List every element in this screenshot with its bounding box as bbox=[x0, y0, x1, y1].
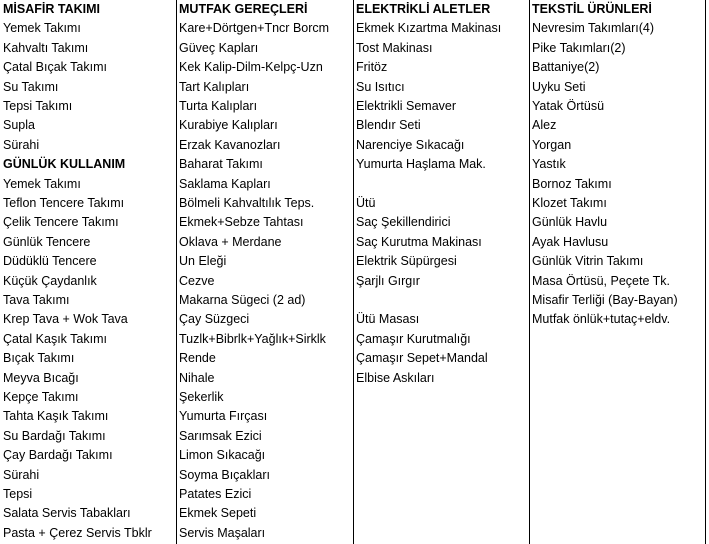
list-item: Kare+Dörtgen+Tncr Borcm bbox=[179, 21, 330, 36]
list-item: Un Eleği bbox=[179, 254, 227, 269]
list-item: Blendır Seti bbox=[356, 118, 421, 133]
list-item: Patates Ezici bbox=[179, 487, 252, 501]
list-item: Yorgan bbox=[532, 137, 572, 152]
list-item: Yemek Takımı bbox=[3, 21, 81, 36]
list-item: Meyva Bıcağı bbox=[3, 370, 79, 385]
list-item: Çelik Tencere Takımı bbox=[3, 215, 119, 230]
list-item: Baharat Takımı bbox=[179, 157, 263, 172]
list-item: Sarımsak Ezici bbox=[179, 428, 262, 443]
list-item: Alez bbox=[532, 118, 557, 133]
list-item: Bıçak Takımı bbox=[3, 351, 75, 366]
list-item: Su Isıtıcı bbox=[356, 79, 405, 94]
list-item: Saç Kurutma Makinası bbox=[356, 234, 482, 249]
list-item: Günlük Havlu bbox=[532, 215, 608, 230]
list-item: Çamaşır Kurutmalığı bbox=[356, 331, 471, 346]
list-item: Krep Tava + Wok Tava bbox=[3, 312, 128, 327]
list-item: Yemek Takımı bbox=[3, 176, 81, 191]
list-item: Ekmek Sepeti bbox=[179, 506, 257, 521]
column-elektrikli bbox=[353, 0, 529, 544]
list-item: Narenciye Sıkacağı bbox=[356, 137, 465, 152]
list-item: Şarjlı Gırgır bbox=[356, 273, 420, 288]
list-item: Bornoz Takımı bbox=[532, 176, 612, 191]
list-item: Çatal Kaşık Takımı bbox=[3, 331, 107, 346]
list-item: Elektrik Süpürgesi bbox=[356, 254, 457, 269]
list-item: Cezve bbox=[179, 273, 215, 288]
list-item: Pasta + Çerez Servis Tbklr bbox=[3, 525, 152, 540]
list-item: Çay Süzgeci bbox=[179, 312, 250, 327]
list-item: Bölmeli Kahvaltılık Teps. bbox=[179, 196, 315, 210]
column-header: TEKSTİL ÜRÜNLERİ bbox=[532, 2, 652, 16]
list-item: Limon Sıkacağı bbox=[179, 448, 266, 463]
list-item: Rende bbox=[179, 351, 216, 366]
list-item: Saç Şekillendirici bbox=[356, 215, 451, 230]
list-item: Çamaşır Sepet+Mandal bbox=[356, 351, 488, 366]
list-item: Soyma Bıçakları bbox=[179, 467, 271, 482]
list-item: Ekmek+Sebze Tahtası bbox=[179, 215, 304, 230]
list-item: Yastık bbox=[532, 157, 566, 172]
list-item: Nihale bbox=[179, 370, 215, 385]
list-item: Tart Kalıpları bbox=[179, 79, 250, 94]
list-item: Kepçe Takımı bbox=[3, 390, 79, 404]
list-item: Pike Takımları(2) bbox=[532, 40, 626, 55]
list-item: Yumurta Fırçası bbox=[179, 409, 268, 424]
list-item: Makarna Sügeci (2 ad) bbox=[179, 293, 306, 307]
column-divider bbox=[529, 0, 530, 544]
list-item: Ayak Havlusu bbox=[532, 234, 609, 249]
column-divider bbox=[176, 0, 177, 544]
column-divider bbox=[705, 0, 706, 544]
list-item: Saklama Kapları bbox=[179, 176, 271, 191]
list-item: Servis Maşaları bbox=[179, 525, 266, 540]
list-item: Salata Servis Tabakları bbox=[3, 506, 131, 521]
column-header: GÜNLÜK KULLANIM bbox=[3, 157, 126, 172]
column-misafir bbox=[0, 0, 176, 544]
list-item: Kahvaltı Takımı bbox=[3, 40, 89, 55]
list-item: Mutfak önlük+tutaç+eldv. bbox=[532, 312, 671, 327]
list-item: Misafir Terliği (Bay-Bayan) bbox=[532, 293, 678, 307]
list-item: Günlük Tencere bbox=[3, 234, 91, 249]
list-item: Yumurta Haşlama Mak. bbox=[356, 157, 486, 172]
list-item: Tost Makinası bbox=[356, 40, 433, 55]
list-item: Yatak Örtüsü bbox=[532, 99, 605, 113]
list-item: Günlük Vitrin Takımı bbox=[532, 254, 644, 269]
list-item: Ekmek Kızartma Makinası bbox=[356, 21, 502, 36]
list-item: Sürahi bbox=[3, 467, 40, 482]
list-item: Kek Kalip-Dilm-Kelpç-Uzn bbox=[179, 60, 323, 75]
list-item: Battaniye(2) bbox=[532, 60, 600, 75]
list-item: Tepsi Takımı bbox=[3, 99, 73, 113]
list-item: Ütü Masası bbox=[356, 312, 420, 327]
list-item: Sürahi bbox=[3, 137, 40, 152]
list-item: Masa Örtüsü, Peçete Tk. bbox=[532, 273, 671, 288]
list-item: Şekerlik bbox=[179, 390, 224, 404]
list-item: Tahta Kaşık Takımı bbox=[3, 409, 109, 424]
list-item: Küçük Çaydanlık bbox=[3, 273, 97, 288]
list-item: Çatal Bıçak Takımı bbox=[3, 60, 107, 75]
list-item: Çay Bardağı Takımı bbox=[3, 448, 113, 463]
list-item: Düdüklü Tencere bbox=[3, 254, 97, 269]
list-item: Ütü bbox=[356, 196, 376, 210]
column-header: MUTFAK GEREÇLERİ bbox=[179, 2, 308, 16]
list-item: Kurabiye Kalıpları bbox=[179, 118, 278, 133]
column-header: ELEKTRİKLİ ALETLER bbox=[356, 2, 491, 16]
list-item: Elektrikli Semaver bbox=[356, 99, 457, 113]
list-item: Nevresim Takımları(4) bbox=[532, 21, 655, 36]
list-item: Turta Kalıpları bbox=[179, 99, 258, 113]
list-item: Klozet Takımı bbox=[532, 196, 607, 210]
list-item: Fritöz bbox=[356, 60, 388, 75]
list-item: Teflon Tencere Takımı bbox=[3, 196, 125, 210]
list-item: Supla bbox=[3, 118, 35, 133]
column-divider bbox=[353, 0, 354, 544]
column-tekstil bbox=[529, 0, 705, 544]
list-item: Uyku Seti bbox=[532, 79, 586, 94]
list-item: Tuzlk+Bibrlk+Yağlık+Sirklk bbox=[179, 331, 326, 346]
column-mutfak bbox=[176, 0, 353, 544]
list-item: Elbise Askıları bbox=[356, 370, 435, 385]
list-item: Su Takımı bbox=[3, 79, 59, 94]
list-item: Oklava + Merdane bbox=[179, 234, 282, 249]
list-item: Erzak Kavanozları bbox=[179, 137, 281, 152]
list-item: Su Bardağı Takımı bbox=[3, 428, 106, 443]
list-item: Tava Takımı bbox=[3, 293, 70, 307]
list-item: Güveç Kapları bbox=[179, 40, 259, 55]
column-header: MİSAFİR TAKIMI bbox=[3, 2, 100, 16]
list-item: Tepsi bbox=[3, 487, 33, 501]
